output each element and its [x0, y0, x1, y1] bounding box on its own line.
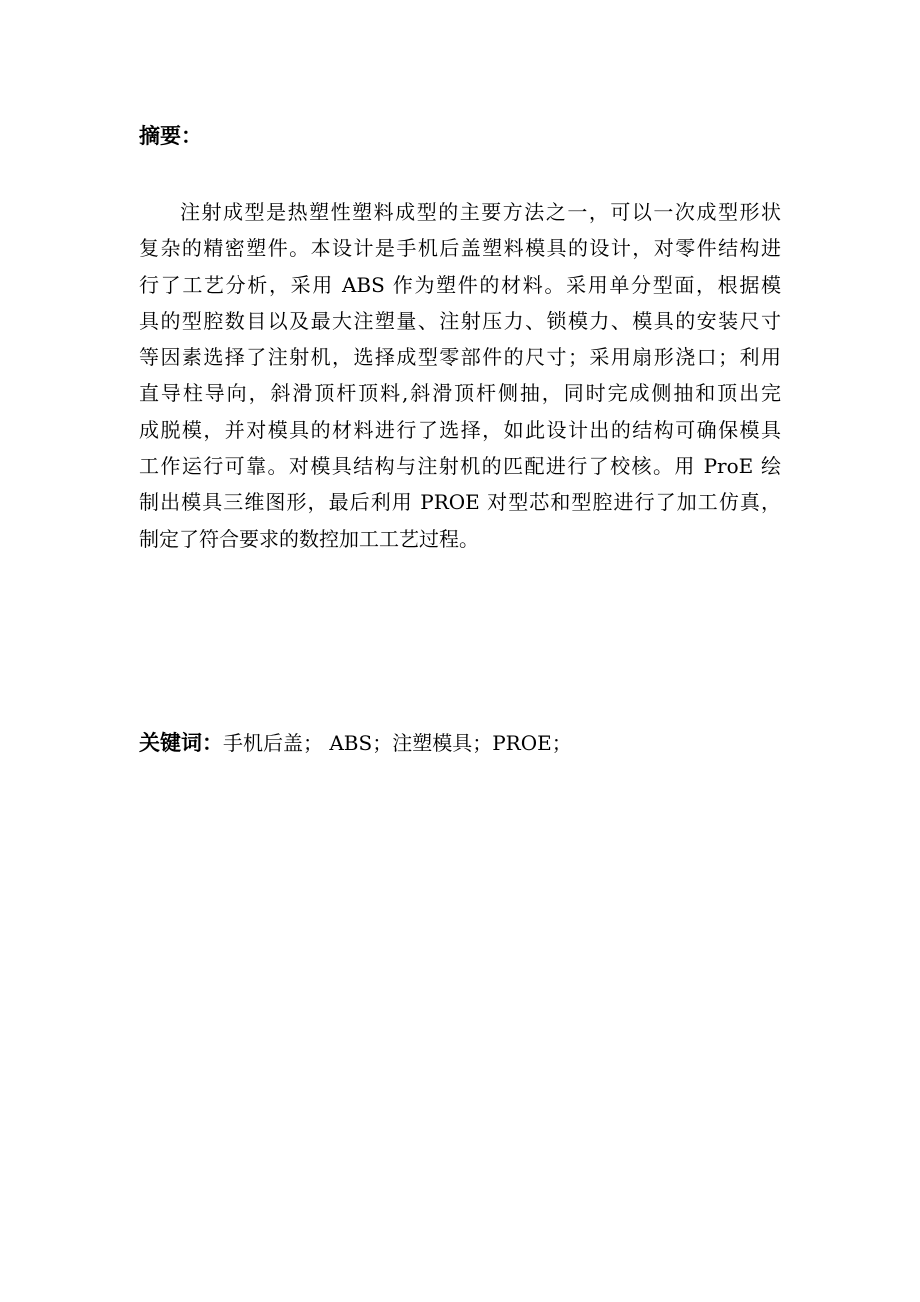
- keywords-list: 手机后盖； ABS；注塑模具；PROE；: [223, 731, 572, 755]
- abstract-line: 直导柱导向，斜滑顶杆顶料,斜滑顶杆侧抽，同时完成侧抽和顶出完: [139, 381, 781, 406]
- keywords-label: 关键词：: [139, 731, 223, 755]
- abstract-line: 行了工艺分析，采用 ABS 作为塑件的材料。采用单分型面，根据模: [139, 272, 781, 297]
- abstract-line: 工作运行可靠。对模具结构与注射机的匹配进行了校核。用 ProE 绘: [139, 454, 781, 479]
- abstract-line: 具的型腔数目以及最大注塑量、注射压力、锁模力、模具的安装尺寸: [139, 308, 781, 333]
- abstract-body: [139, 194, 781, 557]
- abstract-heading: 摘要：: [139, 124, 202, 148]
- keywords-row: [139, 727, 572, 762]
- abstract-line: 等因素选择了注射机，选择成型零部件的尺寸；采用扇形浇口；利用: [139, 345, 781, 370]
- abstract-line: 成脱模，并对模具的材料进行了选择，如此设计出的结构可确保模具: [139, 417, 781, 442]
- abstract-line: 注射成型是热塑性塑料成型的主要方法之一，可以一次成型形状: [180, 200, 781, 224]
- abstract-line: 复杂的精密塑件。本设计是手机后盖塑料模具的设计，对零件结构进: [139, 236, 781, 261]
- abstract-line: 制出模具三维图形，最后利用 PROE 对型芯和型腔进行了加工仿真，: [139, 490, 781, 515]
- abstract-line: 制定了符合要求的数控加工工艺过程。: [139, 526, 479, 551]
